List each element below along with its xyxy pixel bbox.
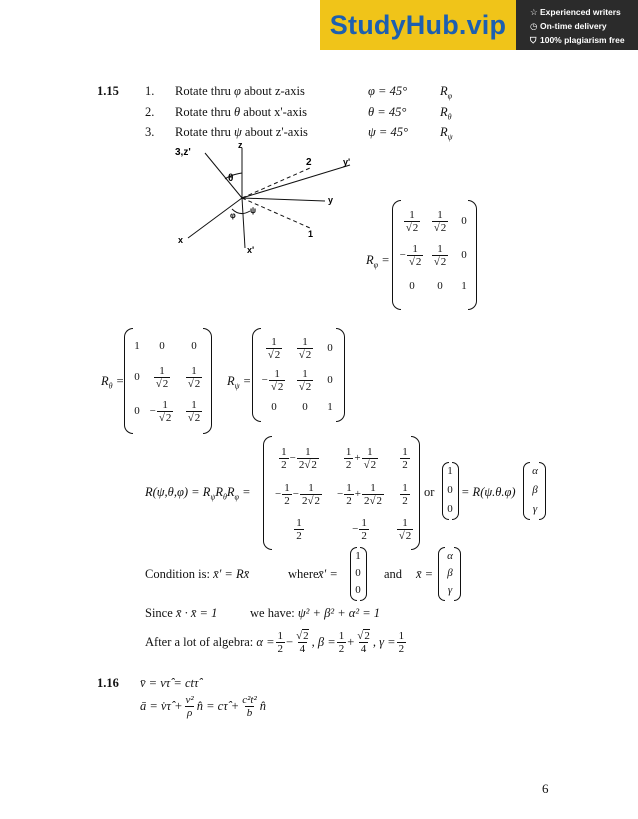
label-x-prime: x' (247, 245, 255, 255)
label-theta: θ (228, 173, 234, 184)
label-psi: ψ (250, 206, 257, 215)
r-psi-label: $R_\psi$ = (227, 374, 252, 391)
step-1-number: 1. (145, 84, 155, 98)
and-text: and (384, 567, 403, 581)
vec-alpha-beta-gamma: α β γ (532, 465, 538, 515)
step-2-angle: θ = 45° (368, 105, 407, 119)
step-1-text: Rotate thru φ about z-axis (175, 84, 305, 98)
label-1: 1 (308, 229, 314, 239)
step-2-matrix: $R_\theta$ (440, 105, 452, 122)
problem-number-1-15: 1.15 (97, 84, 119, 98)
xp-vec: 1 0 0 (355, 549, 361, 597)
feature-experienced: ☆ Experienced writers (530, 7, 621, 17)
z-prime-axis (205, 153, 242, 198)
where-text: where (288, 567, 319, 581)
problem-number-1-16: 1.16 (97, 676, 119, 690)
x-eq: x̄ = (416, 567, 434, 581)
or-text: or (424, 485, 435, 499)
label-phi: φ (230, 211, 236, 220)
after-algebra-line: After a lot of algebra: α = $\frac{1}{2}$ − $\frac{√2}{4}$ , β = $\frac{1}{2}$ + $\frac{√2}{4}$ , γ = $\frac{1}{2}$ (145, 630, 405, 655)
we-have-line: we have: ψ² + β² + α² = 1 (250, 606, 381, 620)
since-line: Since x̄ · x̄ = 1 (145, 606, 218, 620)
label-3z: 3,z' (175, 147, 191, 158)
studyhub-logo[interactable] (320, 0, 516, 50)
label-y-prime: y' (343, 157, 351, 167)
label-x: x (178, 235, 184, 245)
y-prime-axis (242, 165, 350, 198)
feature-plagiarism: ⛉ 100% plagiarism free (530, 35, 625, 45)
rotation-axes-diagram (170, 143, 370, 258)
r-theta-matrix: 1 0 0 0 $\frac{1}{√2}$ $\frac{1}{√2}$ 0 − $\frac{1}{√2}$ $\frac{1}{√2}$ (134, 340, 201, 424)
brand-banner (320, 0, 638, 50)
step-2-text: Rotate thru θ about x'-axis (175, 105, 307, 119)
acceleration-eq: ā = v̇τ̂ + $\frac{\text{v²}}{\rho}$ n̂ = cτ̂ + $\frac{\text{c²t²}}{b}$ n̂ (140, 694, 267, 719)
shield-icon: ⛉ (530, 35, 537, 45)
step-3-text: Rotate thru ψ about z'-axis (175, 125, 308, 139)
r-phi-matrix: $\frac{1}{√2}$ $\frac{1}{√2}$ 0 − $\frac{1}{√2}$ $\frac{1}{√2}$ 0 0 0 1 (399, 208, 467, 292)
x-prime-eq: x̄' = (318, 567, 338, 581)
logo-text: StudyHub.vip (329, 9, 507, 40)
r-phi-label: $R_\varphi$ = (366, 253, 390, 270)
label-2: 2 (306, 157, 312, 168)
label-z: z (238, 143, 243, 150)
y-axis (242, 198, 325, 201)
step-3-angle: ψ = 45° (368, 125, 408, 139)
clock-icon: ◷ (530, 21, 538, 31)
star-icon: ☆ (530, 7, 538, 17)
step-3-matrix: $R_\psi$ (440, 125, 453, 142)
x-prime-axis (242, 198, 245, 248)
feature-delivery: ◷ On-time delivery (530, 21, 607, 31)
vec-100: 1 0 0 (447, 465, 453, 515)
page-number: 6 (542, 781, 549, 796)
r-total-label: $R(\psi,\theta,\varphi) = R_\psi R_\theta R_\varphi$ = (145, 485, 251, 502)
velocity-eq: v̄ = vτ̂ = ctτ̂ (140, 676, 199, 690)
x-vec: α β γ (447, 549, 453, 597)
condition-line: Condition is: x̄' = Rx̄ (145, 567, 250, 581)
step-1-matrix: $R_\varphi$ (440, 84, 453, 101)
step-1-angle: φ = 45° (368, 84, 408, 98)
axis-2-dashed (242, 168, 310, 198)
step-3-number: 3. (145, 125, 155, 139)
r-total-matrix: $\frac{1}{2}$ − $\frac{1}{2√2}$ $\frac{1}{2}$ + $\frac{1}{√2}$ $\frac{1}{2}$ − $\frac{1}{2}$ − $\frac{1}{2√2}$ − $\frac{1}{2}$ + $\frac{1}{2√2}$ $\frac{1}{2}$ $\frac{1}{2}$ − $\frac{1}{2}$ $\frac{1}{√2}$ (275, 445, 412, 542)
label-y: y (328, 195, 334, 205)
step-2-number: 2. (145, 105, 155, 119)
r-theta-label: $R_\theta$ = (101, 374, 125, 391)
equals-r-text: = R(ψ.θ.φ) (461, 485, 516, 499)
r-psi-matrix: $\frac{1}{√2}$ $\frac{1}{√2}$ 0 − $\frac{1}{√2}$ $\frac{1}{√2}$ 0 0 0 1 (261, 335, 333, 413)
